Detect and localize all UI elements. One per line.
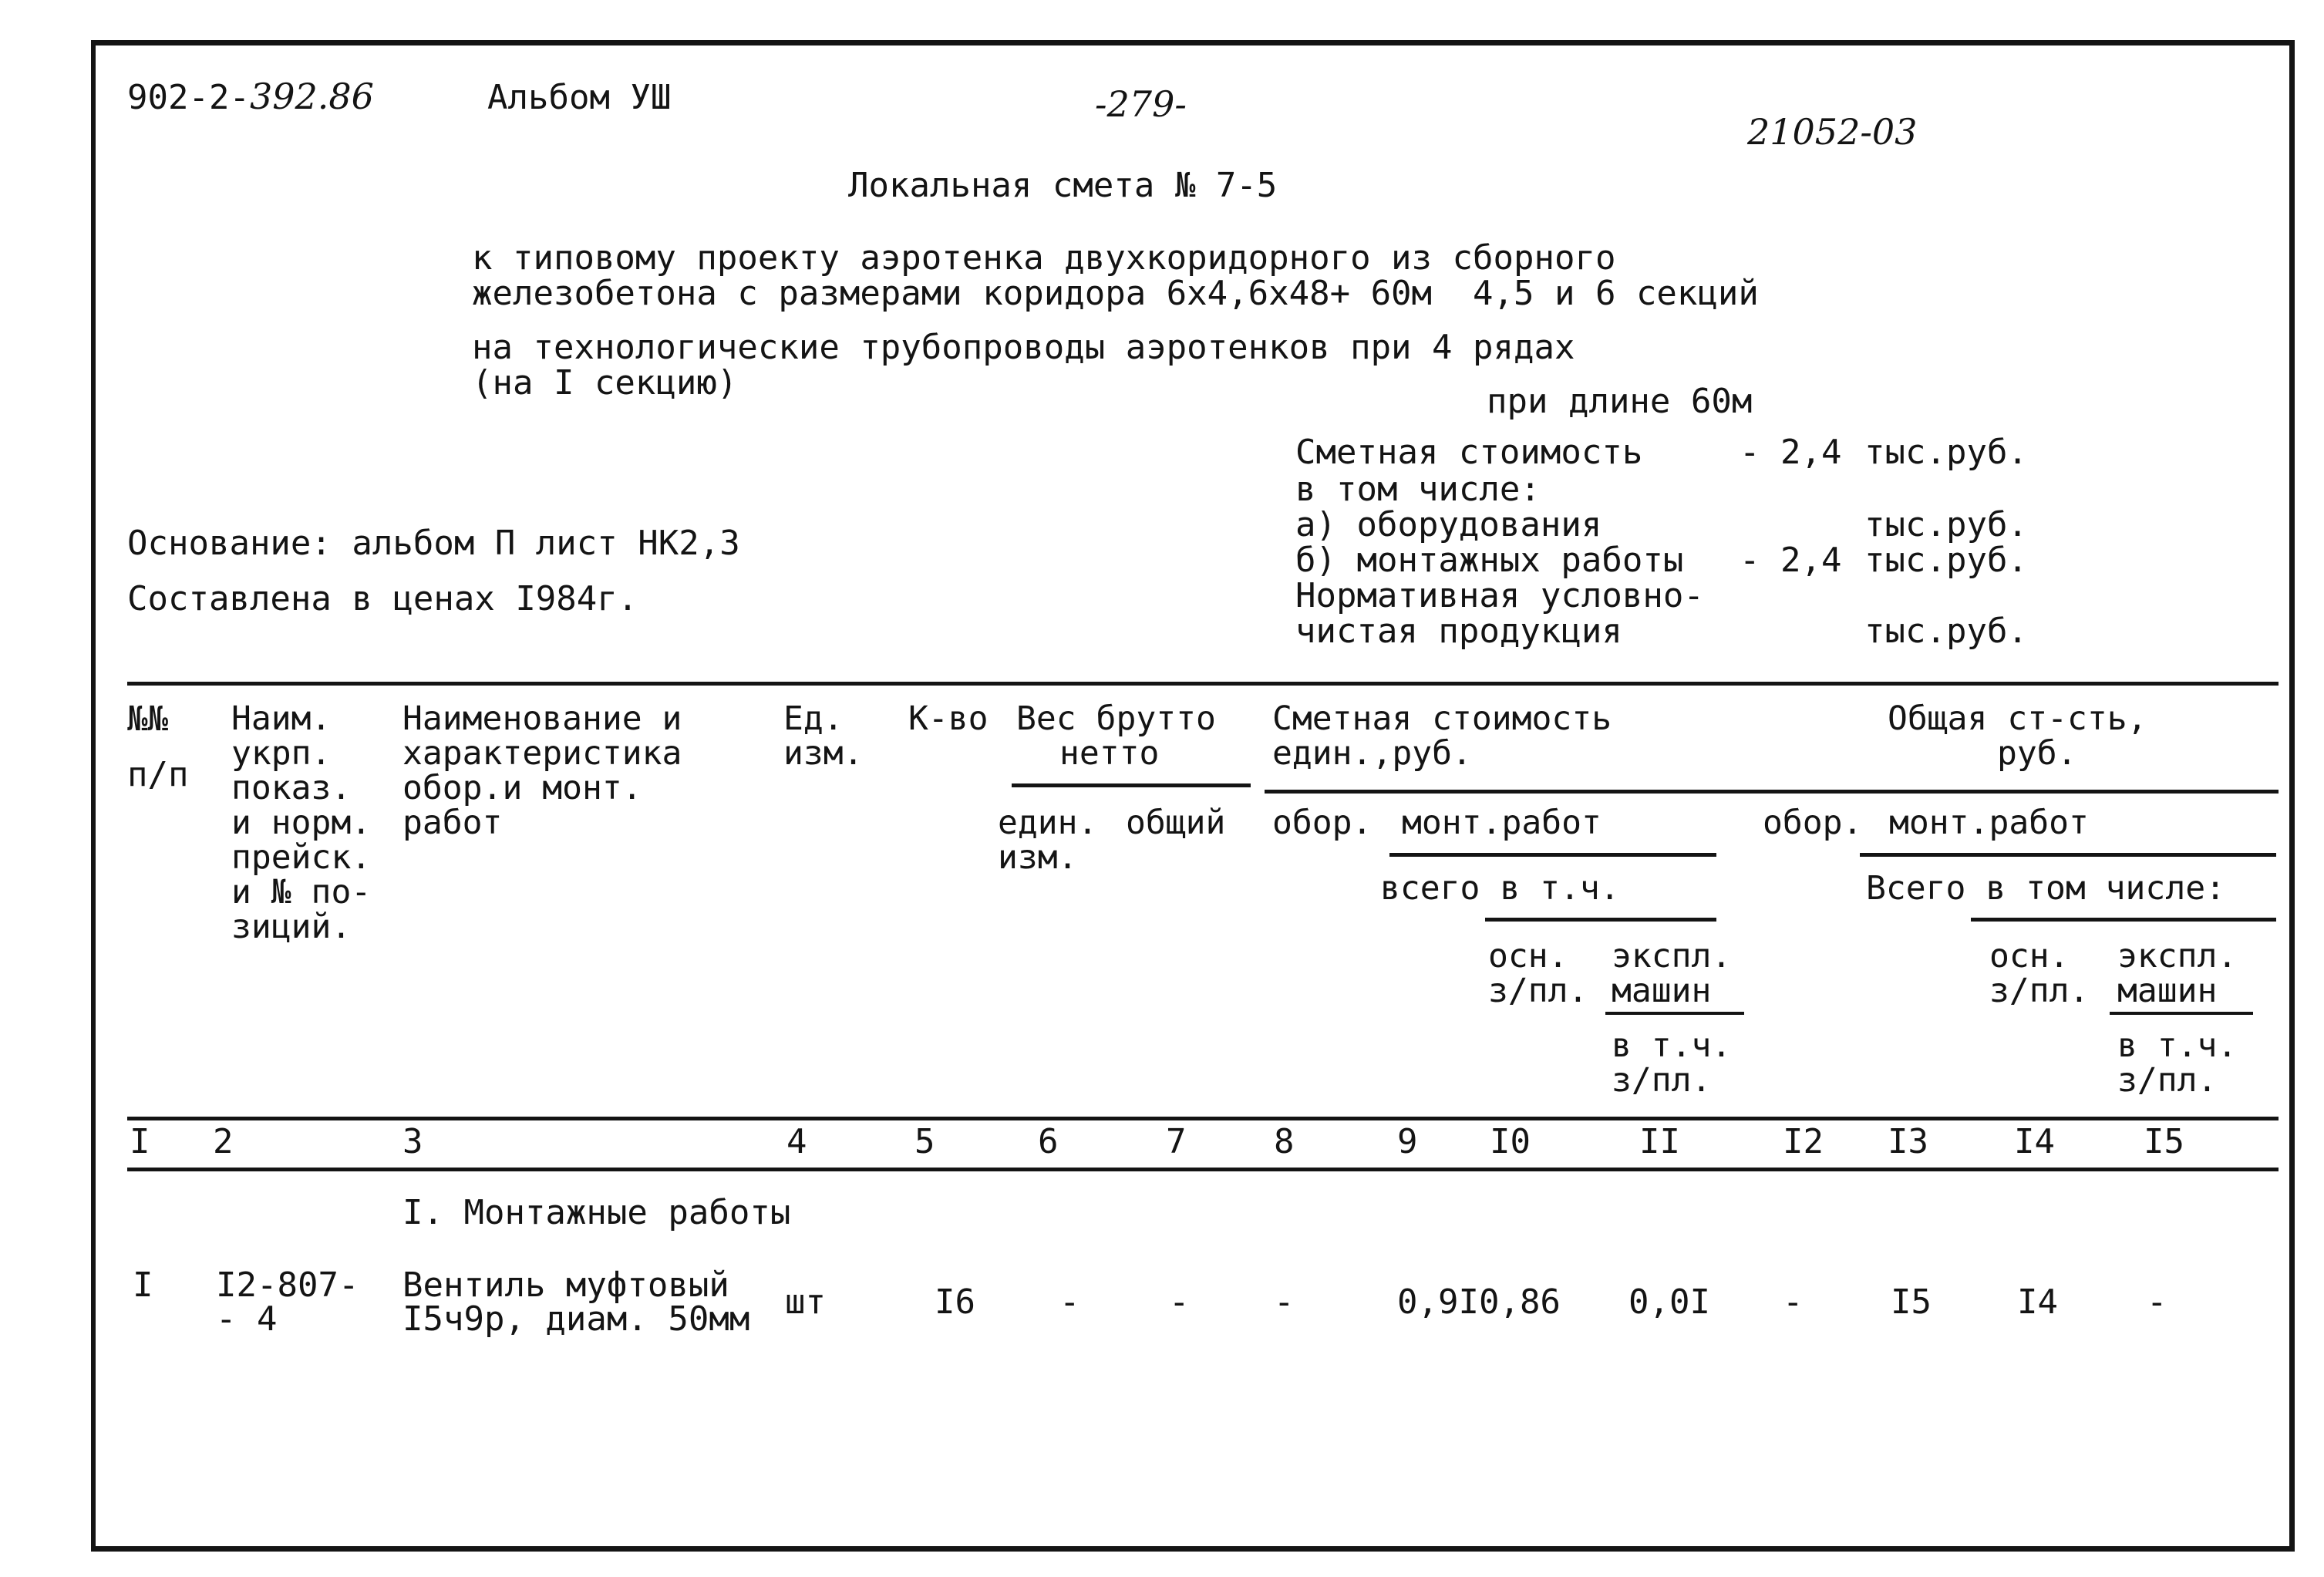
row-code-1: I2-807-: [216, 1265, 359, 1305]
row-unit: шт: [785, 1282, 826, 1322]
col-number: I3: [1888, 1122, 1928, 1161]
normative-label-1: Нормативная условно-: [1295, 576, 1704, 615]
hdr-machwage-unit-2: з/пл.: [1612, 1061, 1712, 1100]
prices-text: Составлена в ценах I984г.: [127, 579, 638, 618]
numbers-bottom-rule: [127, 1168, 2279, 1171]
install-unit: тыс.руб.: [1864, 541, 2028, 580]
col-number: 3: [402, 1122, 423, 1161]
hdr-weight-unit-2: изм.: [998, 838, 1078, 877]
hdr-machwage-total-1: в т.ч.: [2117, 1026, 2238, 1065]
row-weight-total: -: [1169, 1282, 1190, 1322]
equipment-label: а) оборудования: [1295, 505, 1602, 544]
row-name-2: I5ч9р, диам. 50мм: [402, 1299, 750, 1339]
col-number: 8: [1274, 1122, 1295, 1161]
install-unit-rule: [1389, 853, 1716, 857]
row-weight-unit: -: [1059, 1282, 1080, 1322]
incl-total-rule: [1971, 918, 2276, 922]
hdr-code-3: показ.: [231, 769, 352, 807]
hdr-code-7: зиций.: [231, 908, 352, 946]
album-label: Альбом УШ: [487, 78, 672, 117]
install-label: б) монтажных работы: [1295, 541, 1684, 580]
total-cost-value: - 2,4: [1740, 433, 1842, 472]
row-code-2: - 4: [216, 1299, 278, 1339]
cost-rule: [1265, 790, 2279, 794]
hdr-machines-unit-2: машин: [1612, 972, 1712, 1010]
total-cost-label: Сметная стоимость: [1295, 433, 1643, 472]
normative-label-2: чистая продукция: [1295, 612, 1622, 651]
hdr-machwage-total-2: з/пл.: [2117, 1061, 2218, 1100]
project-line-5: при длине 60м: [1487, 382, 1753, 421]
hdr-unit-1: Ед.: [783, 699, 844, 738]
hdr-qty: К-во: [908, 699, 989, 738]
hdr-machines-total-1: экспл.: [2117, 937, 2238, 976]
col-number: 2: [213, 1122, 234, 1161]
section-title: I. Монтажные работы: [402, 1193, 791, 1232]
equipment-unit: тыс.руб.: [1864, 505, 2028, 544]
hdr-unit-2: изм.: [783, 734, 864, 773]
hdr-basewage-unit-1: осн.: [1488, 937, 1568, 976]
col-number: 6: [1038, 1122, 1059, 1161]
hdr-install-unit: монт.работ: [1402, 804, 1602, 842]
col-number: 5: [914, 1122, 935, 1161]
hdr-code-2: укрп.: [231, 734, 332, 773]
total-cost-unit: тыс.руб.: [1864, 433, 2028, 472]
hdr-machines-total-2: машин: [2117, 972, 2218, 1010]
col-number: I2: [1783, 1122, 1824, 1161]
hdr-machwage-unit-1: в т.ч.: [1612, 1026, 1732, 1065]
hdr-name-3: обор.и монт.: [402, 769, 642, 807]
hdr-incl-total: Всего в том числе:: [1866, 869, 2225, 908]
row-install-total: I5: [1891, 1282, 1932, 1322]
col-number: II: [1639, 1122, 1680, 1161]
hdr-name-2: характеристика: [402, 734, 682, 773]
row-equip-unit: -: [1274, 1282, 1295, 1322]
page-title: Локальная смета № 7-5: [848, 166, 1278, 205]
weight-rule: [1012, 783, 1251, 787]
machines-unit-rule: [1605, 1012, 1744, 1015]
install-value: - 2,4: [1740, 541, 1842, 580]
incl-unit-rule: [1485, 918, 1716, 922]
row-install-unit: 0,9I0,86: [1397, 1282, 1561, 1322]
project-line-4: (на I секцию): [472, 363, 738, 403]
page-number: -279-: [1095, 83, 1187, 125]
col-number: 7: [1166, 1122, 1187, 1161]
hdr-num-1: №№: [127, 699, 168, 739]
hdr-incl-unit: всего в т.ч.: [1380, 869, 1620, 908]
project-line-1: к типовому проекту аэротенка двухкоридорного из сборного: [472, 238, 1616, 278]
row-machines-unit: 0,0I: [1628, 1282, 1710, 1322]
hdr-equip-total: обор.: [1763, 804, 1863, 842]
incl-label: в том числе:: [1295, 470, 1541, 509]
machines-total-rule: [2110, 1012, 2253, 1015]
row-qty: I6: [935, 1282, 975, 1322]
hdr-weight-unit-1: един.: [998, 804, 1098, 842]
hdr-code-5: прейск.: [231, 838, 372, 877]
col-number: 9: [1397, 1122, 1418, 1161]
project-line-2: железобетона с размерами коридора 6х4,6х48+ 60м 4,5 и 6 секций: [472, 274, 1759, 313]
hdr-weight-2: нетто: [1059, 734, 1160, 773]
stamp-number: 21052-03: [1747, 111, 1918, 153]
hdr-basewage-total-2: з/пл.: [1989, 972, 2090, 1010]
hdr-equip-unit: обор.: [1272, 804, 1373, 842]
hdr-name-4: работ: [402, 804, 503, 842]
hdr-totalcost-2: руб.: [1997, 734, 2077, 773]
doc-code: 902-2-392.86: [127, 76, 374, 117]
hdr-unitcost-1: Сметная стоимость: [1272, 699, 1612, 738]
hdr-basewage-total-1: осн.: [1989, 937, 2070, 976]
col-number: I: [130, 1122, 150, 1161]
row-basewage-total: I4: [2017, 1282, 2058, 1322]
hdr-machines-unit-1: экспл.: [1612, 937, 1732, 976]
row-num: I: [133, 1265, 153, 1305]
hdr-code-1: Наим.: [231, 699, 332, 738]
normative-unit: тыс.руб.: [1864, 612, 2028, 651]
table-top-rule: [127, 682, 2279, 686]
hdr-name-1: Наименование и: [402, 699, 682, 738]
hdr-code-4: и норм.: [231, 804, 372, 842]
row-equip-total: -: [1783, 1282, 1804, 1322]
hdr-install-total: монт.работ: [1889, 804, 2089, 842]
hdr-basewage-unit-2: з/пл.: [1488, 972, 1588, 1010]
basis-text: Основание: альбом П лист НК2,3: [127, 524, 740, 563]
hdr-weight-total: общий: [1126, 804, 1226, 842]
col-number: 4: [786, 1122, 807, 1161]
col-number: I4: [2014, 1122, 2055, 1161]
project-line-3: на технологические трубопроводы аэротенков при 4 рядах: [472, 328, 1575, 367]
hdr-num-2: п/п: [127, 755, 189, 794]
hdr-weight-1: Вес брутто: [1016, 699, 1216, 738]
hdr-totalcost-1: Общая ст-сть,: [1888, 699, 2147, 738]
hdr-unitcost-2: един.,руб.: [1272, 734, 1472, 773]
header-bottom-rule: [127, 1117, 2279, 1120]
install-total-rule: [1860, 853, 2276, 857]
row-machines-total: -: [2147, 1282, 2167, 1322]
col-number: I0: [1490, 1122, 1531, 1161]
col-number: I5: [2144, 1122, 2184, 1161]
row-name-1: Вентиль муфтовый: [402, 1265, 729, 1305]
hdr-code-6: и № по-: [231, 873, 372, 911]
